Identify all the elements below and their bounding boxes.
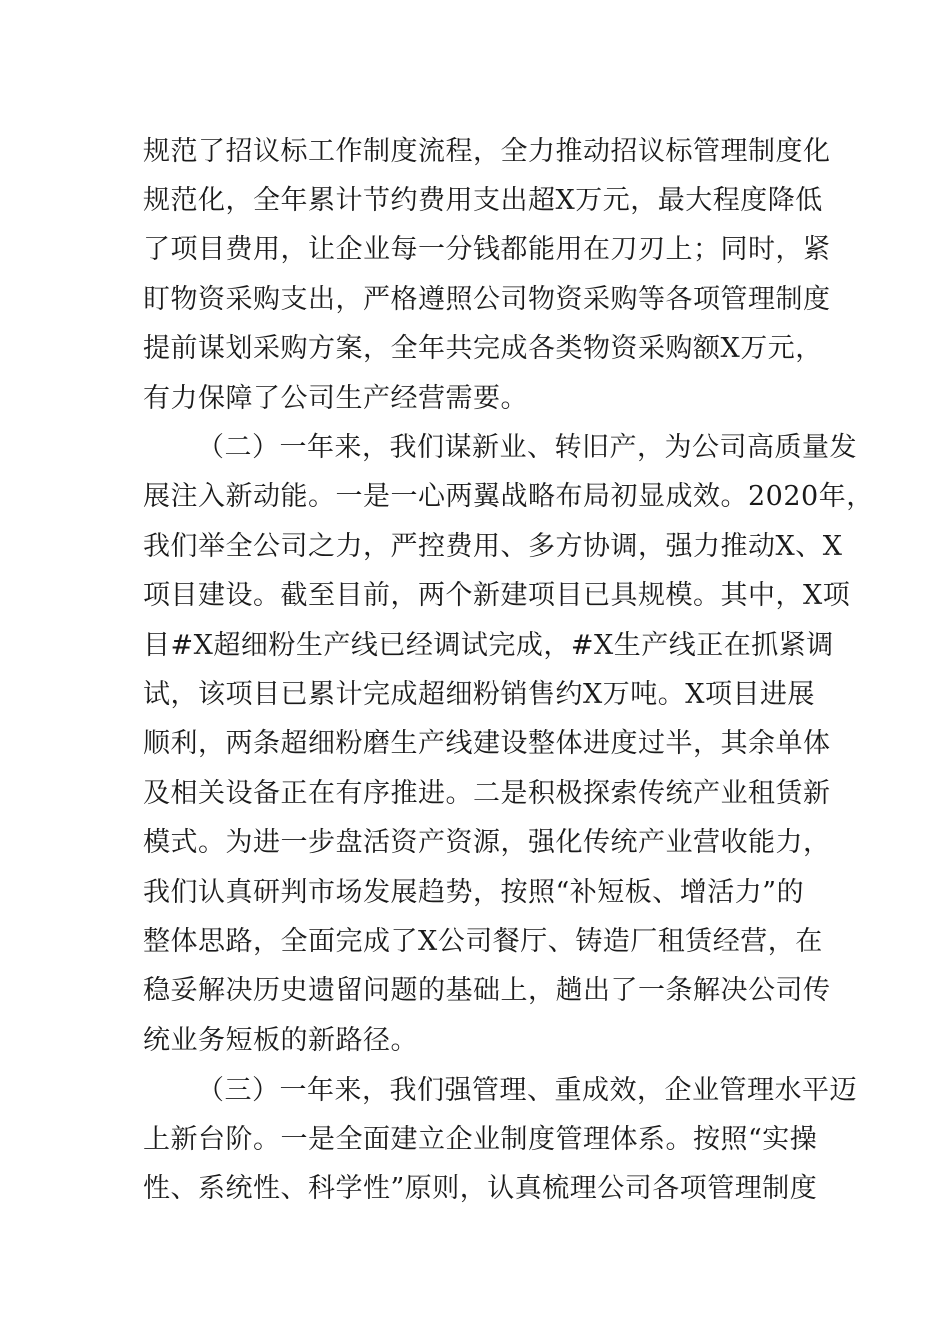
text-line: 统业务短板的新路径。 — [143, 1025, 418, 1056]
text-line: 盯物资采购支出，严格遵照公司物资采购等各项管理制度 — [143, 284, 831, 315]
text-line: 提前谋划采购方案，全年共完成各类物资采购额X万元， — [143, 333, 823, 364]
text-line: 规范了招议标工作制度流程，全力推动招议标管理制度化 — [143, 136, 831, 167]
text-line: 我们认真研判市场发展趋势，按照“补短板、增活力”的 — [143, 877, 805, 908]
text-line: 稳妥解决历史遗留问题的基础上，趟出了一条解决公司传 — [143, 975, 831, 1006]
text-line: 展注入新动能。一是一心两翼战略布局初显成效。2020年， — [143, 481, 874, 512]
text-line: 上新台阶。一是全面建立企业制度管理体系。按照“实操 — [143, 1124, 818, 1155]
text-line: 整体思路，全面完成了X公司餐厅、铸造厂租赁经营，在 — [143, 926, 823, 957]
text-line: 目#X超细粉生产线已经调试完成，#X生产线正在抓紧调 — [143, 630, 834, 661]
text-line: 规范化，全年累计节约费用支出超X万元，最大程度降低 — [143, 185, 823, 216]
text-line: 及相关设备正在有序推进。二是积极探索传统产业租赁新 — [143, 778, 831, 809]
text-line: 性、系统性、科学性”原则，认真梳理公司各项管理制度 — [143, 1173, 818, 1204]
text-line: 了项目费用，让企业每一分钱都能用在刀刃上；同时，紧 — [143, 234, 831, 265]
text-line: 顺利，两条超细粉磨生产线建设整体进度过半，其余单体 — [143, 728, 831, 759]
text-line: 试，该项目已累计完成超细粉销售约X万吨。X项目进展 — [143, 679, 815, 710]
paragraph-first-line: （二）一年来，我们谋新业、转旧产，为公司高质量发 — [197, 432, 857, 463]
text-line: 模式。为进一步盘活资产资源，强化传统产业营收能力， — [143, 827, 831, 858]
text-line: 有力保障了公司生产经营需要。 — [143, 383, 528, 414]
text-line: 项目建设。截至目前，两个新建项目已具规模。其中，X项 — [143, 580, 851, 611]
paragraph-first-line: （三）一年来，我们强管理、重成效，企业管理水平迈 — [197, 1075, 857, 1106]
text-line: 我们举全公司之力，严控费用、多方协调，强力推动X、X — [143, 531, 843, 562]
